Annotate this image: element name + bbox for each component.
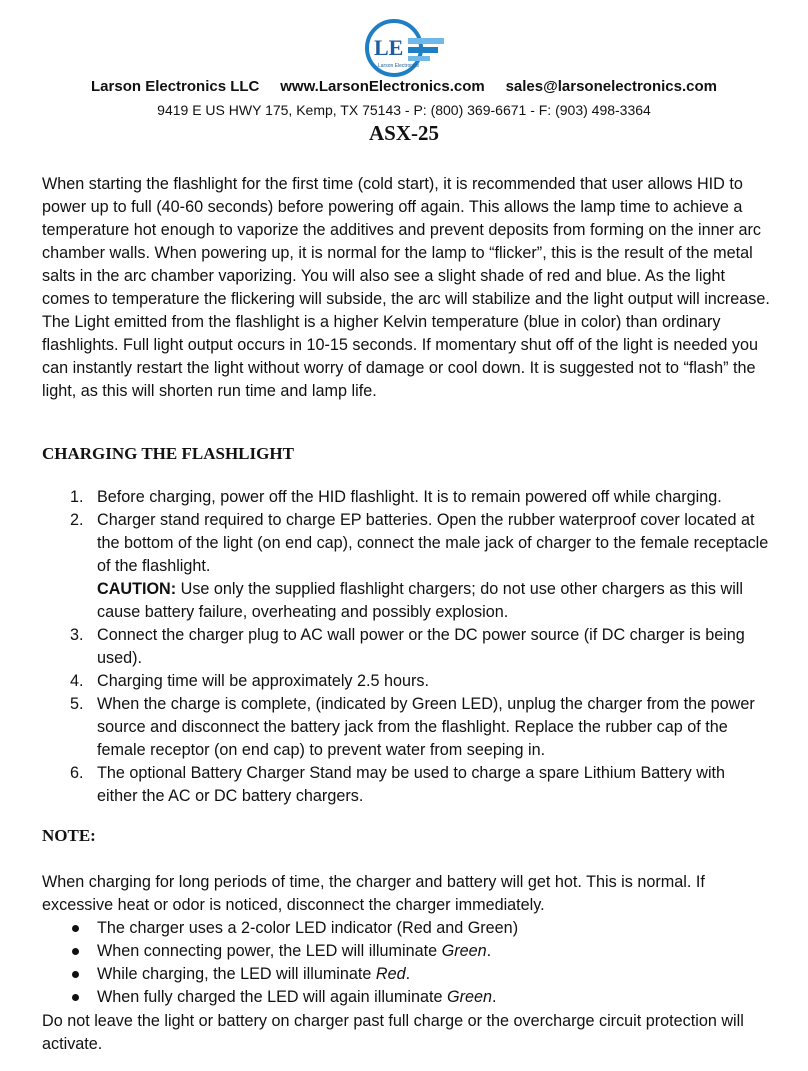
- note-heading: NOTE:: [42, 826, 96, 845]
- bullet-icon: [72, 948, 79, 955]
- list-item: [42, 762, 770, 808]
- list-item: [42, 940, 770, 963]
- bullet-icon: [72, 994, 79, 1001]
- list-item: [42, 693, 770, 762]
- bullet-emphasis: Green: [441, 942, 487, 960]
- note-paragraph: When charging for long periods of time, the charger and battery will get hot. This is normal. If excessive heat or odor is noticed, disconnect the charger immediately.: [42, 873, 705, 914]
- company-contact-line: [0, 78, 808, 95]
- bullet-icon: [72, 925, 79, 932]
- step-number: 1.: [70, 488, 84, 506]
- company-email[interactable]: sales@larsonelectronics.com: [505, 78, 717, 95]
- bullet-punct: .: [486, 942, 492, 960]
- step-text: Charger stand required to charge EP batteries. Open the rubber waterproof cover located at the bottom of the light (on end cap), connect the male jack of charger to the female receptacle of the flashlight.: [97, 511, 769, 575]
- logo-text: LE: [374, 35, 404, 60]
- caution-label: CAUTION:: [97, 580, 177, 598]
- list-item: [42, 509, 770, 624]
- bullet-punct: .: [492, 988, 497, 1006]
- list-item: [42, 624, 770, 670]
- bullet-punct: .: [405, 965, 411, 983]
- step-number: 2.: [70, 511, 84, 529]
- list-item: [42, 917, 770, 940]
- step-text: The optional Battery Charger Stand may be used to charge a spare Lithium Battery with either the AC or DC battery chargers.: [97, 764, 726, 805]
- step-text: Charging time will be approximately 2.5 hours.: [97, 672, 430, 690]
- list-item: [42, 670, 770, 693]
- bullet-text: When fully charged the LED will again illuminate: [97, 988, 448, 1006]
- bullet-emphasis: Green: [447, 988, 493, 1006]
- logo-subtext: Larson Electronics: [378, 63, 420, 69]
- step-number: 6.: [70, 764, 84, 782]
- bullet-text: The charger uses a 2-color LED indicator (Red and Green): [97, 919, 519, 937]
- bullet-icon: [72, 971, 79, 978]
- closing-paragraph: Do not leave the light or battery on charger past full charge or the overcharge circuit protection will activate.: [42, 1012, 744, 1053]
- led-bullets: [42, 917, 770, 1009]
- bullet-text: While charging, the LED will illuminate: [97, 965, 376, 983]
- step-number: 3.: [70, 626, 84, 644]
- charging-heading: CHARGING THE FLASHLIGHT: [42, 444, 294, 463]
- company-website[interactable]: www.LarsonElectronics.com: [280, 78, 485, 95]
- intro-paragraph: When starting the flashlight for the first time (cold start), it is recommended that user allows HID to power up to full (40-60 seconds) before powering off again. This allows the lamp time to achieve a temperature hot enough to vaporize the additives and prevent deposits from forming on the inner arc chamber walls. When powering up, it is normal for the lamp to “flicker”, this is the result of the metal salts in the arc chamber vaporizing. You will also see a slight shade of red and blue. As the light comes to temperature the flickering will subside, the arc will stabilize and the light output will increase. The Light emitted from the flashlight is a higher Kelvin temperature (blue in color) than ordinary flashlights. Full light output occurs in 10-15 seconds. If momentary shut off of the light is needed you can instantly restart the light without worry of damage or cool down. It is suggested not to “flash” the light, as this will shorten run time and lamp life.: [42, 175, 770, 400]
- list-item: [42, 986, 770, 1009]
- step-number: 4.: [70, 672, 84, 690]
- larson-electronics-logo: [364, 18, 446, 78]
- bullet-emphasis: Red: [375, 965, 406, 983]
- step-text: When the charge is complete, (indicated by Green LED), unplug the charger from the power source and disconnect the battery jack from the flashlight. Replace the rubber cap of the female receptor (on end cap) to prevent water from seeping in.: [97, 695, 755, 759]
- step-text: Connect the charger plug to AC wall power or the DC power source (if DC charger is being used).: [97, 626, 745, 667]
- bullet-text: When connecting power, the LED will illuminate: [97, 942, 442, 960]
- step-text: Before charging, power off the HID flashlight. It is to remain powered off while charging.: [97, 488, 722, 506]
- step-number: 5.: [70, 695, 84, 713]
- charging-steps: [42, 486, 770, 808]
- company-name: Larson Electronics LLC: [91, 78, 260, 95]
- list-item: [42, 486, 770, 509]
- company-address: 9419 E US HWY 175, Kemp, TX 75143 - P: (800) 369-6671 - F: (903) 498-3364: [157, 102, 651, 118]
- caution-text: Use only the supplied flashlight chargers; do not use other chargers as this will cause battery failure, overheating and possibly explosion.: [97, 580, 744, 621]
- list-item: [42, 963, 770, 986]
- document-title: ASX-25: [368, 121, 439, 145]
